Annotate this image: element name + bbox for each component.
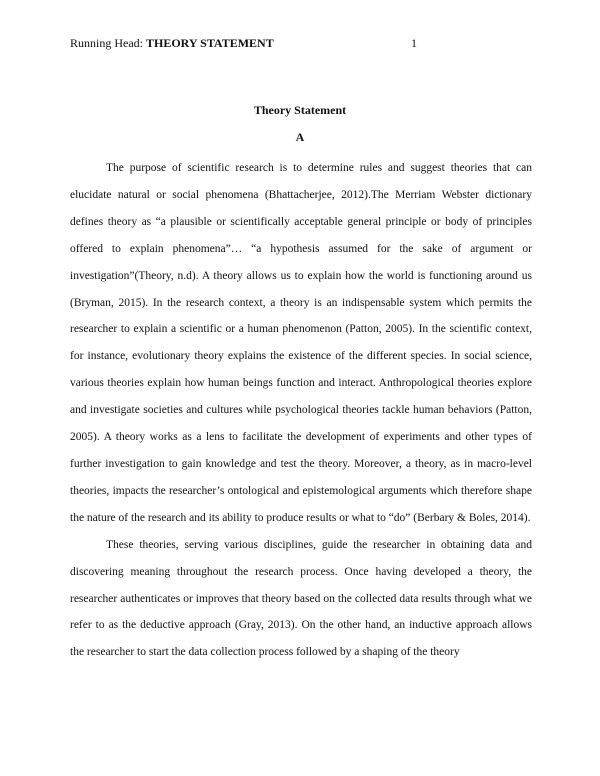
page-header (70, 34, 530, 52)
running-head-label: Running Head: (70, 36, 143, 50)
running-head-title: THEORY STATEMENT (146, 36, 274, 50)
document-body (70, 155, 532, 666)
document-title: Theory Statement (253, 103, 347, 117)
page-number: 1 (411, 36, 417, 50)
body-paragraph: These theories, serving various disciplines, guide the researcher in obtaining data and discovering meaning throughout the research process. Once having developed a theory, the researcher authenticates or improves that theory based on the collected data results through what we refer to as the deductive approach (Gray, 2013). On the other hand, an inductive approach allows the researcher to start the data collection process followed by a shaping of the theory (70, 538, 532, 659)
section-heading: A (295, 130, 305, 144)
running-head (70, 34, 274, 52)
body-paragraph: The purpose of scientific research is to determine rules and suggest theories that can elucidate natural or social phenomena (Bhattacherjee, 2012).The Merriam Webster dictionary defines theory as “a plausible or scientifically acceptable general principle or body of principles offered to explain phenomena”… “a hypothesis assumed for the sake of argument or investigation”(Theory, n.d). A theory allows us to explain how the world is functioning around us (Bryman, 2015). In the research context, a theory is an indispensable system which permits the researcher to explain a scientific or a human phenomenon (Patton, 2005). In the scientific context, for instance, evolutionary theory explains the existence of the different species. In social science, various theories explain how human beings function and interact. Anthropological theories explore and investigate societies and cultures while psychological theories tackle human behaviors (Patton, 2005). A theory works as a lens to facilitate the development of experiments and other types of further investigation to gain knowledge and test the theory. Moreover, a theory, as in macro-level theories, impacts the researcher’s ontological and epistemological arguments which therefore shape the nature of the research and its ability to produce results or what to “do” (Berbary & Boles, 2014). (70, 162, 532, 524)
